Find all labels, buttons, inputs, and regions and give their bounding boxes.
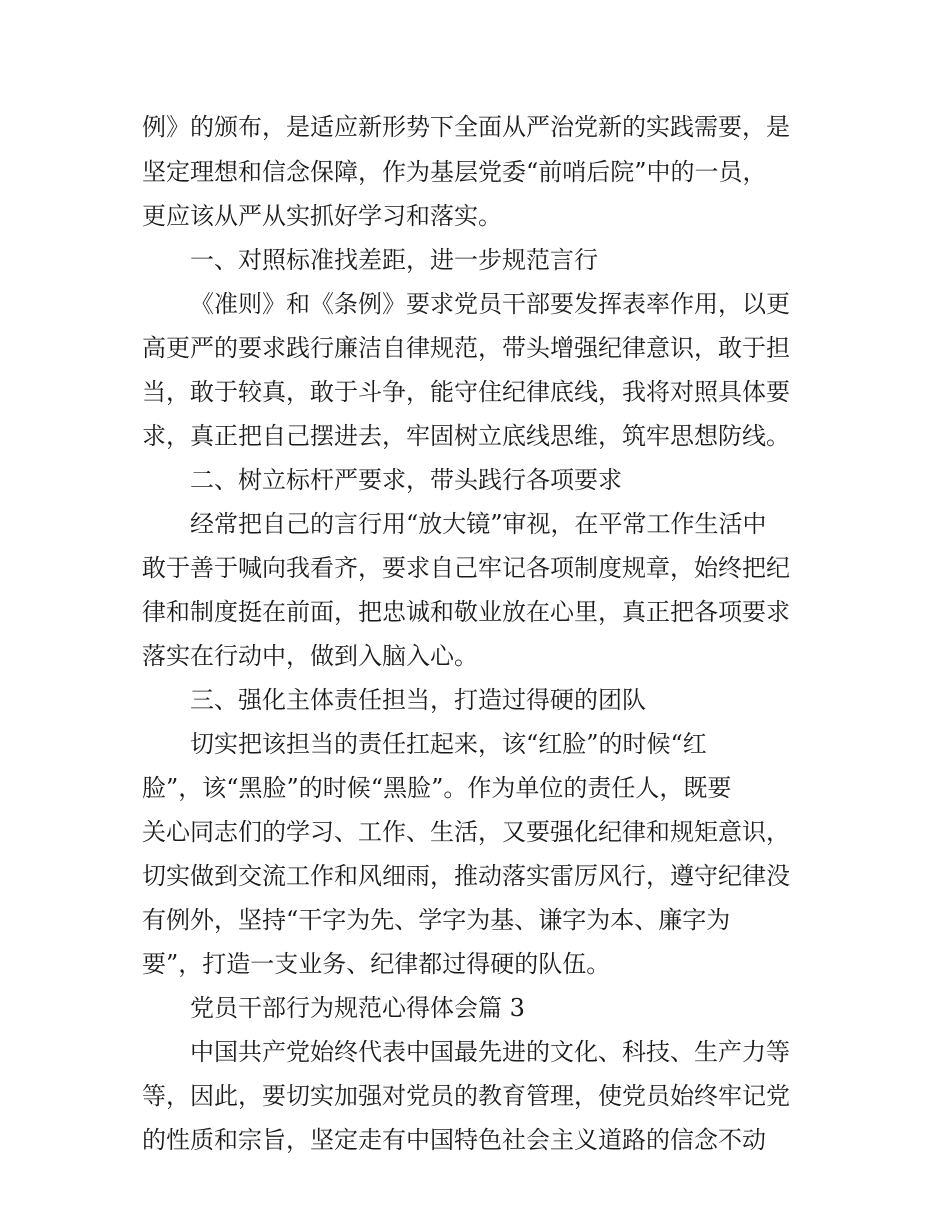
- article-title: 党员干部行为规范心得体会篇 3: [190, 994, 525, 1022]
- text-line: 有例外，坚持“干字为先、学字为基、谦字为本、廉字为: [142, 906, 731, 934]
- text-line: 求，真正把自己摆进去，牢固树立底线思维，筑牢思想防线。: [142, 422, 790, 450]
- text-line: 切实做到交流工作和风细雨，推动落实雷厉风行，遵守纪律没: [142, 862, 790, 890]
- text-line: 落实在行动中，做到入脑入心。: [142, 642, 478, 670]
- section-heading: 三、强化主体责任担当，打造过得硬的团队: [190, 686, 646, 714]
- text-line: 坚定理想和信念保障，作为基层党委“前哨后院”中的一员，: [142, 158, 767, 186]
- text-line: 脸”，该“黑脸”的时候“黑脸”。作为单位的责任人，既要: [142, 774, 732, 802]
- section-heading: 二、树立标杆严要求，带头践行各项要求: [190, 466, 622, 494]
- text-line: 经常把自己的言行用“放大镜”审视，在平常工作生活中: [190, 510, 767, 538]
- text-line: 切实把该担当的责任扛起来，该“红脸”的时候“红: [190, 730, 707, 758]
- text-line: 《准则》和《条例》要求党员干部要发挥表率作用，以更: [190, 290, 790, 318]
- text-line: 更应该从严从实抓好学习和落实。: [142, 202, 502, 230]
- text-line: 高更严的要求践行廉洁自律规范，带头增强纪律意识，敢于担: [142, 334, 790, 362]
- text-line: 敢于善于喊向我看齐，要求自己牢记各项制度规章，始终把纪: [142, 554, 790, 582]
- text-line: 中国共产党始终代表中国最先进的文化、科技、生产力等: [190, 1038, 790, 1066]
- text-line: 当，敢于较真，敢于斗争，能守住纪律底线，我将对照具体要: [142, 378, 790, 406]
- text-line: 要”，打造一支业务、纪律都过得硬的队伍。: [142, 950, 611, 978]
- text-line: 例》的颁布，是适应新形势下全面从严治党新的实践需要，是: [142, 113, 790, 141]
- section-heading: 一、对照标准找差距，进一步规范言行: [190, 246, 598, 274]
- text-line: 关心同志们的学习、工作、生活，又要强化纪律和规矩意识，: [142, 818, 790, 846]
- text-line: 的性质和宗旨，坚定走有中国特色社会主义道路的信念不动: [142, 1126, 766, 1154]
- text-line: 律和制度挺在前面，把忠诚和敬业放在心里，真正把各项要求: [142, 598, 790, 626]
- text-line: 等，因此，要切实加强对党员的教育管理，使党员始终牢记党: [142, 1082, 790, 1110]
